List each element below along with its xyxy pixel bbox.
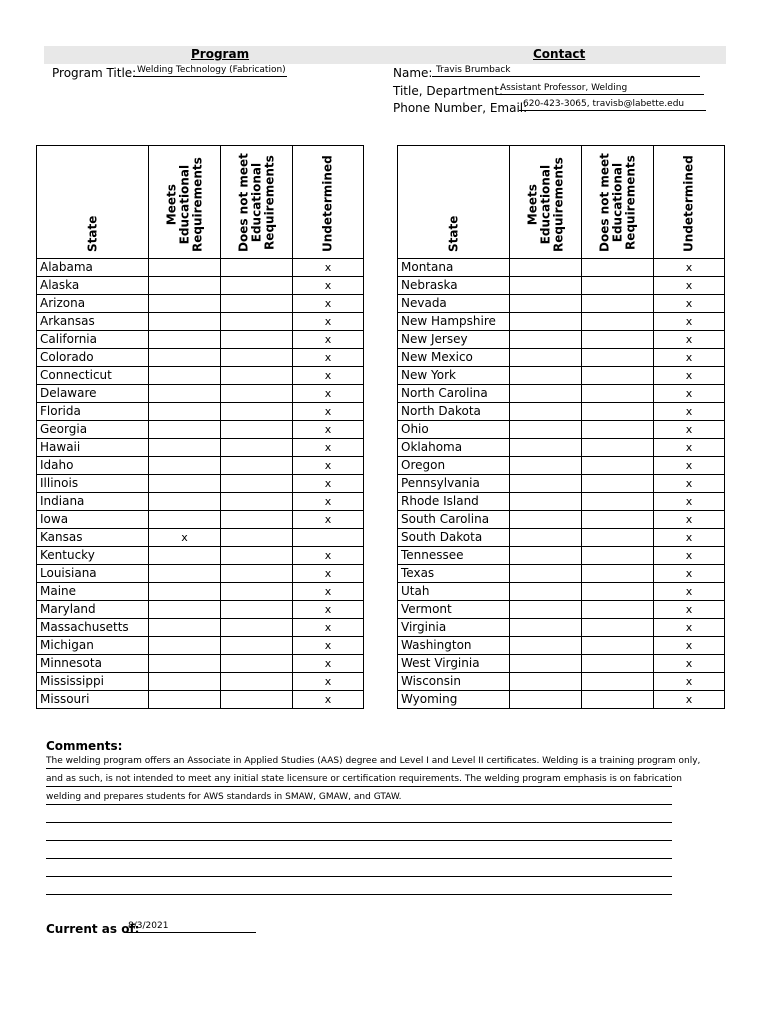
meets-cell[interactable] <box>510 529 582 547</box>
does-not-meet-cell[interactable] <box>221 601 293 619</box>
does-not-meet-cell[interactable] <box>221 403 293 421</box>
undetermined-cell[interactable]: x <box>293 349 364 367</box>
comment-line[interactable] <box>46 828 672 841</box>
comment-line[interactable] <box>46 810 672 823</box>
undetermined-cell[interactable]: x <box>293 277 364 295</box>
program-title-field[interactable]: Welding Technology (Fabrication) <box>133 65 287 77</box>
undetermined-cell[interactable]: x <box>654 547 725 565</box>
undetermined-cell[interactable]: x <box>654 583 725 601</box>
state-name-cell: Nebraska <box>398 277 510 295</box>
state-name-cell: Georgia <box>37 421 149 439</box>
undetermined-cell[interactable]: x <box>293 331 364 349</box>
undetermined-cell[interactable]: x <box>293 439 364 457</box>
does-not-meet-cell[interactable] <box>221 493 293 511</box>
undetermined-cell[interactable]: x <box>293 295 364 313</box>
state-name-cell: New York <box>398 367 510 385</box>
table-row <box>398 547 725 565</box>
meets-cell[interactable] <box>149 673 221 691</box>
does-not-meet-cell[interactable] <box>221 637 293 655</box>
does-not-meet-column-header <box>582 146 654 259</box>
undetermined-cell[interactable]: x <box>654 457 725 475</box>
does-not-meet-column-header <box>221 146 293 259</box>
phone-email-label: Phone Number, Email: <box>393 101 528 115</box>
meets-cell[interactable] <box>510 349 582 367</box>
does-not-meet-cell[interactable] <box>582 367 654 385</box>
does-not-meet-cell[interactable] <box>221 277 293 295</box>
meets-cell[interactable] <box>149 349 221 367</box>
meets-cell[interactable] <box>510 313 582 331</box>
does-not-meet-cell[interactable] <box>582 421 654 439</box>
meets-cell[interactable] <box>149 295 221 313</box>
meets-cell[interactable] <box>510 619 582 637</box>
table-row <box>398 673 725 691</box>
meets-column-header <box>149 146 221 259</box>
does-not-meet-header-label: Does not meet Educational Requirements <box>236 153 276 252</box>
state-name-cell: Wisconsin <box>398 673 510 691</box>
undetermined-cell[interactable]: x <box>293 583 364 601</box>
does-not-meet-cell[interactable] <box>582 331 654 349</box>
meets-cell[interactable] <box>510 655 582 673</box>
table-row <box>398 421 725 439</box>
does-not-meet-cell[interactable] <box>221 583 293 601</box>
table-row <box>398 385 725 403</box>
table-row <box>37 349 364 367</box>
table-row <box>37 475 364 493</box>
table-row <box>37 673 364 691</box>
state-name-cell: Arkansas <box>37 313 149 331</box>
undetermined-header-label: Undetermined <box>681 155 696 252</box>
does-not-meet-cell[interactable] <box>582 547 654 565</box>
does-not-meet-cell[interactable] <box>582 601 654 619</box>
state-name-cell: Maryland <box>37 601 149 619</box>
meets-cell[interactable] <box>149 601 221 619</box>
table-row <box>398 439 725 457</box>
table-row <box>398 565 725 583</box>
undetermined-column-header <box>654 146 725 259</box>
state-name-cell: Louisiana <box>37 565 149 583</box>
undetermined-cell[interactable]: x <box>654 259 725 277</box>
does-not-meet-cell[interactable] <box>582 403 654 421</box>
state-name-cell: Indiana <box>37 493 149 511</box>
table-row <box>37 493 364 511</box>
does-not-meet-cell[interactable] <box>221 547 293 565</box>
undetermined-cell[interactable]: x <box>654 439 725 457</box>
table-row <box>398 259 725 277</box>
meets-cell[interactable] <box>510 691 582 709</box>
comment-line[interactable] <box>46 846 672 859</box>
undetermined-header-label: Undetermined <box>320 155 335 252</box>
state-name-cell: Montana <box>398 259 510 277</box>
meets-cell[interactable] <box>510 547 582 565</box>
table-row <box>37 691 364 709</box>
meets-cell[interactable] <box>149 277 221 295</box>
meets-cell[interactable] <box>149 331 221 349</box>
title-department-label: Title, Department: <box>393 84 504 98</box>
does-not-meet-cell[interactable] <box>582 385 654 403</box>
meets-cell[interactable] <box>510 385 582 403</box>
undetermined-cell[interactable]: x <box>293 673 364 691</box>
state-name-cell: Michigan <box>37 637 149 655</box>
does-not-meet-cell[interactable] <box>582 511 654 529</box>
table-row <box>37 259 364 277</box>
table-row <box>398 277 725 295</box>
does-not-meet-cell[interactable] <box>582 673 654 691</box>
does-not-meet-header-label: Does not meet Educational Requirements <box>597 153 637 252</box>
table-row <box>398 313 725 331</box>
state-name-cell: Florida <box>37 403 149 421</box>
table-row <box>398 349 725 367</box>
table-row <box>398 367 725 385</box>
program-heading: Program <box>191 47 250 61</box>
undetermined-cell[interactable]: x <box>293 475 364 493</box>
table-row <box>37 601 364 619</box>
meets-header-label: Meets Educational Requirements <box>164 157 204 252</box>
does-not-meet-cell[interactable] <box>582 295 654 313</box>
table-row <box>37 403 364 421</box>
table-row <box>37 511 364 529</box>
state-name-cell: Delaware <box>37 385 149 403</box>
contact-heading: Contact <box>533 47 586 61</box>
contact-name-label: Name: <box>393 66 433 80</box>
undetermined-cell[interactable]: x <box>293 637 364 655</box>
state-column-header <box>37 146 149 259</box>
does-not-meet-cell[interactable] <box>582 457 654 475</box>
state-name-cell: Idaho <box>37 457 149 475</box>
meets-cell[interactable] <box>149 385 221 403</box>
meets-column-header <box>510 146 582 259</box>
state-header-label: State <box>446 215 460 252</box>
meets-cell[interactable] <box>149 313 221 331</box>
undetermined-cell[interactable]: x <box>654 403 725 421</box>
table-row <box>398 637 725 655</box>
meets-cell[interactable] <box>149 421 221 439</box>
does-not-meet-cell[interactable] <box>582 619 654 637</box>
undetermined-cell[interactable]: x <box>293 547 364 565</box>
does-not-meet-cell[interactable] <box>221 295 293 313</box>
table-row <box>398 619 725 637</box>
state-name-cell: Nevada <box>398 295 510 313</box>
meets-cell[interactable] <box>149 637 221 655</box>
does-not-meet-cell[interactable] <box>221 313 293 331</box>
state-name-cell: Kentucky <box>37 547 149 565</box>
table-row <box>37 529 364 547</box>
meets-cell[interactable] <box>510 493 582 511</box>
table-row <box>398 457 725 475</box>
does-not-meet-cell[interactable] <box>221 511 293 529</box>
state-name-cell: Virginia <box>398 619 510 637</box>
meets-cell[interactable] <box>149 367 221 385</box>
table-row <box>37 655 364 673</box>
state-name-cell: Rhode Island <box>398 493 510 511</box>
state-name-cell: Minnesota <box>37 655 149 673</box>
table-row <box>37 547 364 565</box>
does-not-meet-cell[interactable] <box>582 259 654 277</box>
does-not-meet-cell[interactable] <box>582 439 654 457</box>
undetermined-cell[interactable]: x <box>293 565 364 583</box>
state-name-cell: West Virginia <box>398 655 510 673</box>
undetermined-cell[interactable]: x <box>293 403 364 421</box>
state-name-cell: South Carolina <box>398 511 510 529</box>
does-not-meet-cell[interactable] <box>221 331 293 349</box>
table-row <box>37 457 364 475</box>
does-not-meet-cell[interactable] <box>221 655 293 673</box>
does-not-meet-cell[interactable] <box>221 565 293 583</box>
undetermined-cell[interactable]: x <box>293 367 364 385</box>
state-name-cell: Utah <box>398 583 510 601</box>
state-name-cell: Oregon <box>398 457 510 475</box>
undetermined-cell[interactable]: x <box>654 619 725 637</box>
table-row <box>398 295 725 313</box>
does-not-meet-cell[interactable] <box>582 313 654 331</box>
does-not-meet-cell[interactable] <box>582 583 654 601</box>
meets-cell[interactable] <box>510 421 582 439</box>
undetermined-cell[interactable]: x <box>293 511 364 529</box>
state-name-cell: Hawaii <box>37 439 149 457</box>
does-not-meet-cell[interactable] <box>582 475 654 493</box>
does-not-meet-cell[interactable] <box>221 421 293 439</box>
header-band <box>44 46 726 64</box>
table-row <box>398 691 725 709</box>
meets-cell[interactable] <box>510 601 582 619</box>
undetermined-cell[interactable]: x <box>654 529 725 547</box>
does-not-meet-cell[interactable] <box>221 439 293 457</box>
state-name-cell: Iowa <box>37 511 149 529</box>
state-name-cell: New Jersey <box>398 331 510 349</box>
states-table-right <box>397 145 725 709</box>
undetermined-cell[interactable]: x <box>654 493 725 511</box>
table-row <box>37 565 364 583</box>
state-name-cell: Alaska <box>37 277 149 295</box>
does-not-meet-cell[interactable] <box>221 349 293 367</box>
meets-cell[interactable] <box>510 475 582 493</box>
undetermined-cell[interactable]: x <box>293 457 364 475</box>
table-row <box>398 601 725 619</box>
state-name-cell: Mississippi <box>37 673 149 691</box>
does-not-meet-cell[interactable] <box>582 655 654 673</box>
undetermined-cell[interactable]: x <box>654 691 725 709</box>
table-row <box>37 619 364 637</box>
undetermined-cell[interactable]: x <box>654 385 725 403</box>
state-name-cell: Ohio <box>398 421 510 439</box>
undetermined-cell[interactable]: x <box>654 475 725 493</box>
states-table-left <box>36 145 364 709</box>
comment-line[interactable]: The welding program offers an Associate in Applied Studies (AAS) degree and Level I and Level II certificates. Welding is a training program only, <box>46 756 672 769</box>
table-row <box>37 331 364 349</box>
table-row <box>398 529 725 547</box>
does-not-meet-cell[interactable] <box>221 475 293 493</box>
undetermined-cell[interactable]: x <box>654 637 725 655</box>
does-not-meet-cell[interactable] <box>582 277 654 295</box>
undetermined-cell[interactable]: x <box>293 493 364 511</box>
state-name-cell: Pennsylvania <box>398 475 510 493</box>
meets-cell[interactable] <box>510 673 582 691</box>
meets-cell[interactable] <box>510 457 582 475</box>
state-name-cell: California <box>37 331 149 349</box>
does-not-meet-cell[interactable] <box>221 691 293 709</box>
meets-cell[interactable] <box>510 259 582 277</box>
state-name-cell: Colorado <box>37 349 149 367</box>
undetermined-cell[interactable]: x <box>654 331 725 349</box>
meets-header-label: Meets Educational Requirements <box>525 157 565 252</box>
current-as-of-label: Current as of: <box>46 922 140 936</box>
state-name-cell: Missouri <box>37 691 149 709</box>
state-name-cell: Alabama <box>37 259 149 277</box>
state-name-cell: Illinois <box>37 475 149 493</box>
table-row <box>37 385 364 403</box>
comment-line[interactable]: and as such, is not intended to meet any initial state licensure or certification requirements. The welding program emphasis is on fabrication <box>46 774 672 787</box>
undetermined-cell[interactable]: x <box>654 655 725 673</box>
does-not-meet-cell[interactable] <box>582 529 654 547</box>
table-row <box>398 583 725 601</box>
meets-cell[interactable] <box>510 367 582 385</box>
state-column-header <box>398 146 510 259</box>
state-name-cell: Tennessee <box>398 547 510 565</box>
does-not-meet-cell[interactable] <box>582 565 654 583</box>
program-title-label: Program Title: <box>52 66 137 80</box>
state-header-label: State <box>85 215 99 252</box>
does-not-meet-cell[interactable] <box>582 637 654 655</box>
meets-cell[interactable] <box>149 511 221 529</box>
undetermined-cell[interactable]: x <box>293 601 364 619</box>
undetermined-cell[interactable]: x <box>654 565 725 583</box>
meets-cell[interactable] <box>149 475 221 493</box>
state-name-cell: Kansas <box>37 529 149 547</box>
meets-cell[interactable] <box>510 295 582 313</box>
table-row <box>37 295 364 313</box>
meets-cell[interactable] <box>149 565 221 583</box>
state-name-cell: Maine <box>37 583 149 601</box>
undetermined-cell[interactable]: x <box>654 313 725 331</box>
meets-cell[interactable] <box>149 403 221 421</box>
state-name-cell: New Mexico <box>398 349 510 367</box>
meets-cell[interactable] <box>510 637 582 655</box>
undetermined-cell[interactable]: x <box>654 277 725 295</box>
table-row <box>37 367 364 385</box>
meets-cell[interactable] <box>149 655 221 673</box>
meets-cell[interactable] <box>149 583 221 601</box>
undetermined-cell[interactable]: x <box>293 619 364 637</box>
undetermined-column-header <box>293 146 364 259</box>
table-row <box>37 583 364 601</box>
meets-cell[interactable] <box>149 457 221 475</box>
undetermined-cell[interactable]: x <box>293 313 364 331</box>
current-as-of-field[interactable]: 8/3/2021 <box>124 921 256 933</box>
undetermined-cell[interactable]: x <box>293 259 364 277</box>
meets-cell[interactable] <box>149 439 221 457</box>
contact-name-field[interactable]: Travis Brumback <box>432 65 700 77</box>
does-not-meet-cell[interactable] <box>221 529 293 547</box>
state-name-cell: Washington <box>398 637 510 655</box>
undetermined-cell[interactable]: x <box>654 349 725 367</box>
table-row <box>398 655 725 673</box>
state-name-cell: Connecticut <box>37 367 149 385</box>
undetermined-cell[interactable]: x <box>293 421 364 439</box>
undetermined-cell[interactable]: x <box>654 601 725 619</box>
table-row <box>37 277 364 295</box>
phone-email-field[interactable]: 620-423-3065, travisb@labette.edu <box>519 99 706 111</box>
does-not-meet-cell[interactable] <box>582 691 654 709</box>
table-row <box>398 403 725 421</box>
meets-cell[interactable] <box>510 583 582 601</box>
undetermined-cell[interactable]: x <box>654 367 725 385</box>
undetermined-cell[interactable]: x <box>654 673 725 691</box>
does-not-meet-cell[interactable] <box>221 385 293 403</box>
comment-line[interactable] <box>46 882 672 895</box>
table-row <box>37 637 364 655</box>
comment-line[interactable]: welding and prepares students for AWS standards in SMAW, GMAW, and GTAW. <box>46 792 672 805</box>
title-department-field[interactable]: Assistant Professor, Welding <box>496 83 704 95</box>
state-name-cell: Texas <box>398 565 510 583</box>
does-not-meet-cell[interactable] <box>221 619 293 637</box>
table-row <box>37 439 364 457</box>
state-name-cell: South Dakota <box>398 529 510 547</box>
table-row <box>398 511 725 529</box>
state-name-cell: North Dakota <box>398 403 510 421</box>
meets-cell[interactable] <box>149 619 221 637</box>
undetermined-cell[interactable]: x <box>293 655 364 673</box>
comment-line[interactable] <box>46 864 672 877</box>
table-row <box>398 493 725 511</box>
undetermined-cell[interactable]: x <box>654 295 725 313</box>
does-not-meet-cell[interactable] <box>221 673 293 691</box>
table-row <box>398 331 725 349</box>
comments-label: Comments: <box>46 739 123 753</box>
meets-cell[interactable] <box>510 403 582 421</box>
does-not-meet-cell[interactable] <box>221 367 293 385</box>
table-row <box>398 475 725 493</box>
state-name-cell: Oklahoma <box>398 439 510 457</box>
meets-cell[interactable] <box>149 259 221 277</box>
table-row <box>37 313 364 331</box>
state-name-cell: North Carolina <box>398 385 510 403</box>
meets-cell[interactable] <box>510 439 582 457</box>
meets-cell[interactable]: x <box>149 529 221 547</box>
does-not-meet-cell[interactable] <box>582 349 654 367</box>
undetermined-cell[interactable]: x <box>293 691 364 709</box>
meets-cell[interactable] <box>510 511 582 529</box>
table-row <box>37 421 364 439</box>
undetermined-cell[interactable]: x <box>293 385 364 403</box>
meets-cell[interactable] <box>149 691 221 709</box>
does-not-meet-cell[interactable] <box>582 493 654 511</box>
meets-cell[interactable] <box>510 565 582 583</box>
undetermined-cell[interactable]: x <box>654 511 725 529</box>
state-name-cell: Wyoming <box>398 691 510 709</box>
undetermined-cell[interactable]: x <box>654 421 725 439</box>
undetermined-cell[interactable] <box>293 529 364 547</box>
does-not-meet-cell[interactable] <box>221 457 293 475</box>
meets-cell[interactable] <box>149 547 221 565</box>
state-name-cell: New Hampshire <box>398 313 510 331</box>
state-name-cell: Massachusetts <box>37 619 149 637</box>
meets-cell[interactable] <box>510 331 582 349</box>
does-not-meet-cell[interactable] <box>221 259 293 277</box>
state-name-cell: Vermont <box>398 601 510 619</box>
state-name-cell: Arizona <box>37 295 149 313</box>
meets-cell[interactable] <box>149 493 221 511</box>
meets-cell[interactable] <box>510 277 582 295</box>
